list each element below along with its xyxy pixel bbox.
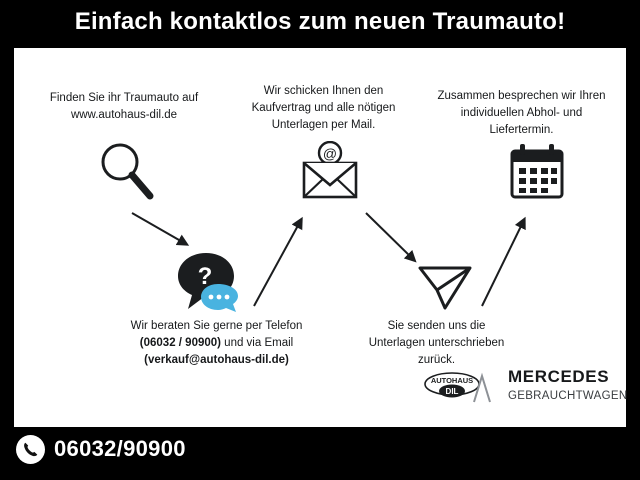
step-2-text [236, 83, 411, 134]
paper-plane-icon [417, 262, 473, 314]
step-5-line-1: Sie senden uns die [387, 320, 486, 332]
step-4-line-3 [109, 352, 324, 369]
arrow-step5-to-step3 [482, 220, 524, 306]
svg-text:?: ? [197, 263, 213, 290]
step-5-line-2: Unterlagen unterschrieben [368, 337, 505, 349]
page-title: Einfach kontaktlos zum neuen Traumauto! [74, 8, 566, 35]
svg-text:AUTOHAUS: AUTOHAUS [430, 376, 474, 385]
phone-icon [16, 435, 45, 464]
step-3-line-1: Zusammen besprechen wir Ihren [437, 90, 606, 102]
step-3-line-2: individuellen Abhol- und [460, 107, 583, 119]
step-4-phone: (06032 / 90900) [139, 337, 221, 349]
brand-subtitle: GEBRAUCHTWAGEN [508, 390, 628, 402]
email-envelope-icon [299, 141, 361, 203]
magnifier-icon [92, 136, 158, 202]
arrow-step4-to-step2 [254, 220, 301, 306]
chat-question-icon [174, 251, 240, 313]
svg-text:@: @ [322, 145, 338, 162]
logo-block [422, 366, 628, 416]
footer-bar [0, 427, 640, 480]
footer-phone-number: 06032/90900 [54, 436, 186, 461]
step-4-line-2-rest: und via Email [220, 337, 294, 349]
step-1-text [24, 90, 224, 124]
brand-name: MERCEDES [508, 367, 610, 386]
mercedes-brand-text [508, 366, 628, 404]
step-5-line-3: zurück. [417, 354, 456, 366]
step-4-line-2 [109, 335, 324, 352]
step-2-line-2: Kaufvertrag und alle nötigen [251, 102, 396, 114]
diagram-canvas [14, 48, 626, 427]
step-4-line-1: Wir beraten Sie gerne per Telefon [130, 320, 303, 332]
calendar-icon [506, 141, 568, 203]
step-4-text [109, 318, 324, 369]
step-2-line-3: Unterlagen per Mail. [271, 119, 376, 131]
step-1-line-1: Finden Sie ihr Traumauto auf [49, 92, 199, 104]
step-2-line-1: Wir schicken Ihnen den [263, 85, 384, 97]
svg-text:DIL: DIL [445, 387, 459, 396]
step-3-text [424, 88, 619, 139]
autohaus-dil-logo [422, 368, 496, 408]
step-3-line-3: Liefertermin. [489, 124, 554, 136]
step-1-line-2: www.autohaus-dil.de [70, 109, 178, 121]
arrow-step1-to-step4 [132, 213, 186, 244]
step-4-email: (verkauf@autohaus-dil.de) [144, 354, 289, 366]
step-5-text [354, 318, 519, 369]
arrow-step2-to-step5 [366, 213, 414, 260]
